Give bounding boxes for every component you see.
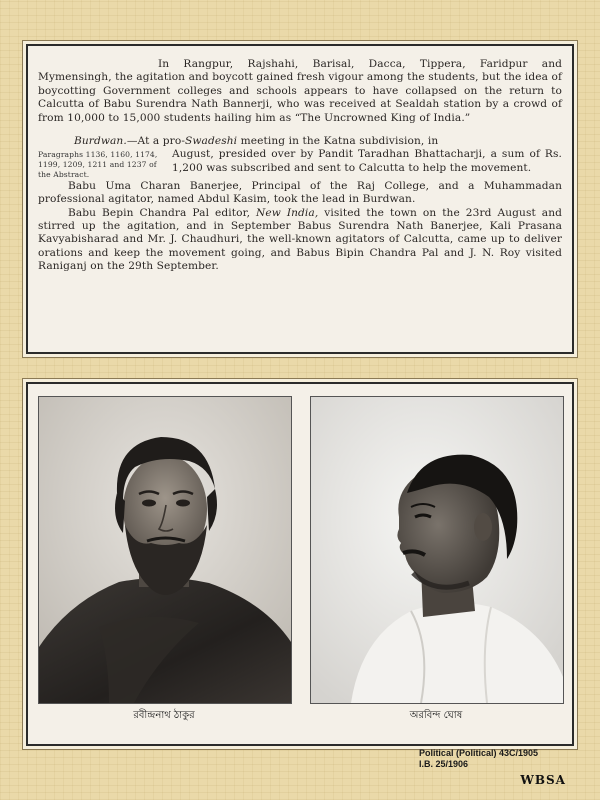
paragraph-bepin-chandra: Babu Bepin Chandra Pal editor, New India, visited the town on the 23rd August and stirred up the agitation, and in September Babus Surendra Nath Banerjee, Kali Prasana Kavyabisharad and Mr. J. Chaudhuri, the well-known agitators of Calcutta, came up to deliver orations and keep the movement going, and Babus Bipin Chandra Pal and J. N. Roy visited Raniganj on the 29th September. (38, 206, 562, 273)
portrait-photo-aurobindo (310, 396, 564, 704)
document-excerpt-panel (26, 44, 574, 354)
wbsa-stamp: WBSA (520, 773, 566, 787)
paragraph-uma-charan: Babu Uma Charan Banerjee, Principal of the Raj College, and a Muhammadan professional agitator, named Abdul Kasim, took the lead in Burdwan. (38, 179, 562, 206)
portrait-panel (26, 382, 574, 746)
caption-aurobindo: অরবিন্দ ঘোষ (409, 710, 463, 721)
portrait-photo-tagore (38, 396, 292, 704)
caption-tagore: রবীন্দ্রনাথ ঠাকুর (133, 710, 195, 721)
portrait-tagore-image (39, 397, 291, 703)
margin-note: Paragraphs 1136, 1160, 1174, 1199, 1209, 1211 and 1237 of the Abstract. (38, 150, 158, 180)
archive-reference (419, 748, 538, 770)
archive-ref-line1: Political (Political) 43C/1905 (418, 748, 538, 758)
publication-new-india: New India, (256, 206, 319, 219)
portrait-aurobindo-image (311, 397, 563, 703)
paragraph-rangpur: In Rangpur, Rajshahi, Barisal, Dacca, Tippera, Faridpur and Mymensingh, the agitation and boycott gained fresh vigour among the students, but the idea of boycotting Government colleges and schools appears to have collapsed on the return to Calcutta of Babu Surendra Nath Bannerji, who was received at Sealdah station by a crowd of from 10,000 to 15,000 students hailing him as “The Uncrowned King of India.” (38, 58, 562, 124)
paragraph-burdwan-cont: August, presided over by Pandit Taradhan Bhattacharji, a sum of Rs. 1,200 was subscribed and sent to Calcutta to help the movement. (172, 148, 562, 174)
archive-ref-line2: I.B. 25/1906 (418, 759, 468, 769)
document-text (38, 58, 562, 274)
place-burdwan: Burdwan. (74, 135, 127, 148)
paragraph-burdwan: Burdwan.—At a pro-Swadeshi meeting in the Katna subdivision, in Paragraphs 1136, 1160, 1174, 1199, 1209, 1211 and 1237 of the Abstract. August, presided over by Pandit Taradhan Bhattacharji, a sum of Rs. 1,200 was subscribed and sent to Calcutta to help the movement. (38, 135, 562, 180)
word-swadeshi: Swadeshi (185, 135, 238, 148)
